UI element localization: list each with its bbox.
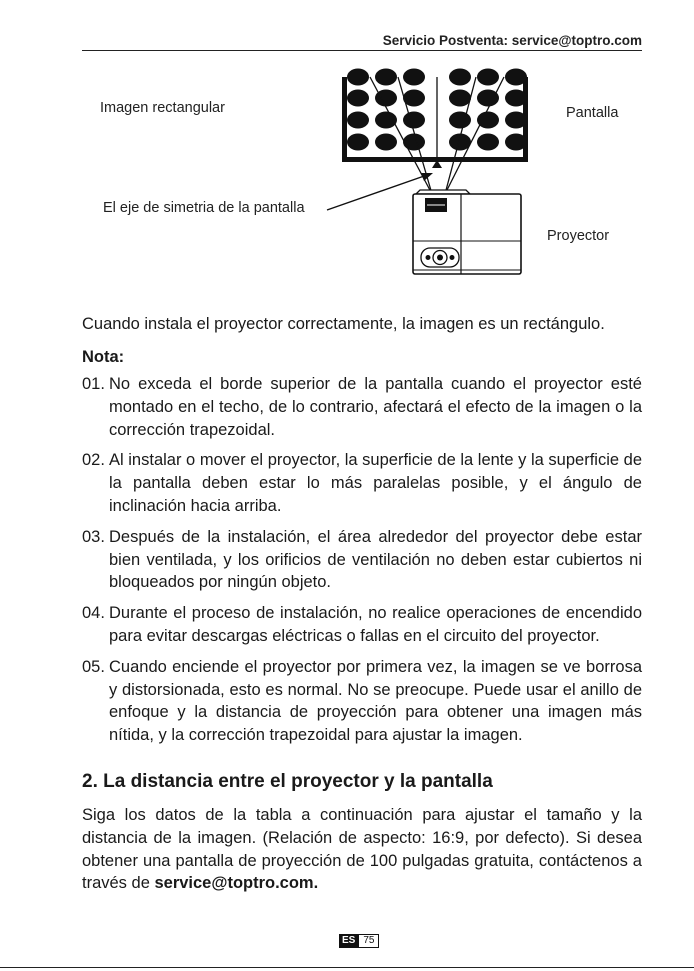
label-symmetry-axis: El eje de simetria de la pantalla — [103, 200, 305, 216]
note-number: 01. — [82, 375, 105, 393]
note-number: 03. — [82, 527, 105, 546]
intro-paragraph: Cuando instala el proyector correctamente, la imagen es un rectángulo. — [82, 315, 605, 333]
screen-dot — [477, 134, 499, 151]
note-text: Durante el proceso de instalación, no realice operaciones de encendido para evitar descargas eléctricas o fallas en el circuito del proyector. — [109, 604, 642, 645]
note-item — [82, 656, 642, 747]
screen-dot — [449, 112, 471, 129]
screen-dot — [347, 90, 369, 107]
label-projector: Proyector — [547, 228, 610, 244]
screen-dot — [477, 69, 499, 86]
header-service-text: Servicio Postventa: service@toptro.com — [382, 33, 642, 48]
notes-list — [82, 373, 642, 747]
screen-dot — [347, 112, 369, 129]
note-text: Cuando enciende el proyector por primera vez, la imagen se ve borrosa y distorsionada, esto es normal. No se preocupe. Puede usar el anillo de enfoque y la distancia de proyección para obtener una imagen más nítida, y la corrección trapezoidal para ajustar la imagen. — [109, 657, 642, 745]
note-item — [82, 602, 642, 648]
projection-diagram — [0, 60, 694, 290]
screen-dot — [505, 134, 527, 151]
label-screen: Pantalla — [566, 105, 619, 121]
screen-dot — [375, 134, 397, 151]
screen-dot — [505, 69, 527, 86]
note-number: 05. — [82, 657, 105, 676]
section-paragraph-text: Siga los datos de la tabla a continuación para ajustar el tamaño y la distancia de la imagen. (Relación de aspecto: 16:9, por defecto). Si desea obtener una pantalla de proyección de 100 pulgadas gratuita, contáctenos a través de — [82, 805, 642, 893]
note-item — [82, 373, 642, 441]
page-number-badge — [339, 934, 379, 948]
screen-dot — [449, 90, 471, 107]
note-title: Nota: — [82, 348, 125, 366]
service-email-link[interactable]: service@toptro.com. — [154, 874, 319, 893]
screen-dot — [505, 90, 527, 107]
screen-dot — [403, 134, 425, 151]
section-title: 2. La distancia entre el proyector y la pantalla — [82, 770, 493, 792]
screen-dot — [375, 112, 397, 129]
screen-dot — [505, 112, 527, 129]
screen-dot — [375, 69, 397, 86]
section-paragraph — [82, 804, 642, 895]
page-number: 75 — [358, 934, 379, 948]
screen-dot — [403, 69, 425, 86]
projector-illustration — [413, 190, 521, 274]
note-item — [82, 449, 642, 517]
screen-dot — [477, 112, 499, 129]
note-text: Al instalar o mover el proyector, la superficie de la lente y la superficie de la pantalla deben estar lo más paralelas posible, y el ángulo de inclinación hacia arriba. — [109, 451, 642, 515]
language-code: ES — [339, 934, 358, 948]
note-text: No exceda el borde superior de la pantalla cuando el proyector esté montado en el techo, de lo contrario, afectará el efecto de la imagen o la corrección trapezoidal. — [109, 375, 642, 439]
header-rule — [82, 50, 642, 51]
bottom-rule — [0, 967, 694, 968]
note-number: 02. — [82, 451, 105, 470]
label-rectangular-image: Imagen rectangular — [100, 100, 225, 116]
note-item — [82, 526, 642, 594]
screen-dot — [449, 69, 471, 86]
projection-diagram-svg — [0, 60, 694, 290]
screen-illustration — [342, 69, 528, 163]
screen-dot — [347, 134, 369, 151]
note-number: 04. — [82, 604, 105, 623]
page-content — [82, 312, 642, 895]
screen-dot — [347, 69, 369, 86]
note-text: Después de la instalación, el área alrededor del proyector debe estar bien ventilada, y los orificios de ventilación no deben estar cubiertos ni bloqueados por ningún objeto. — [109, 527, 642, 592]
screen-dot — [403, 112, 425, 129]
